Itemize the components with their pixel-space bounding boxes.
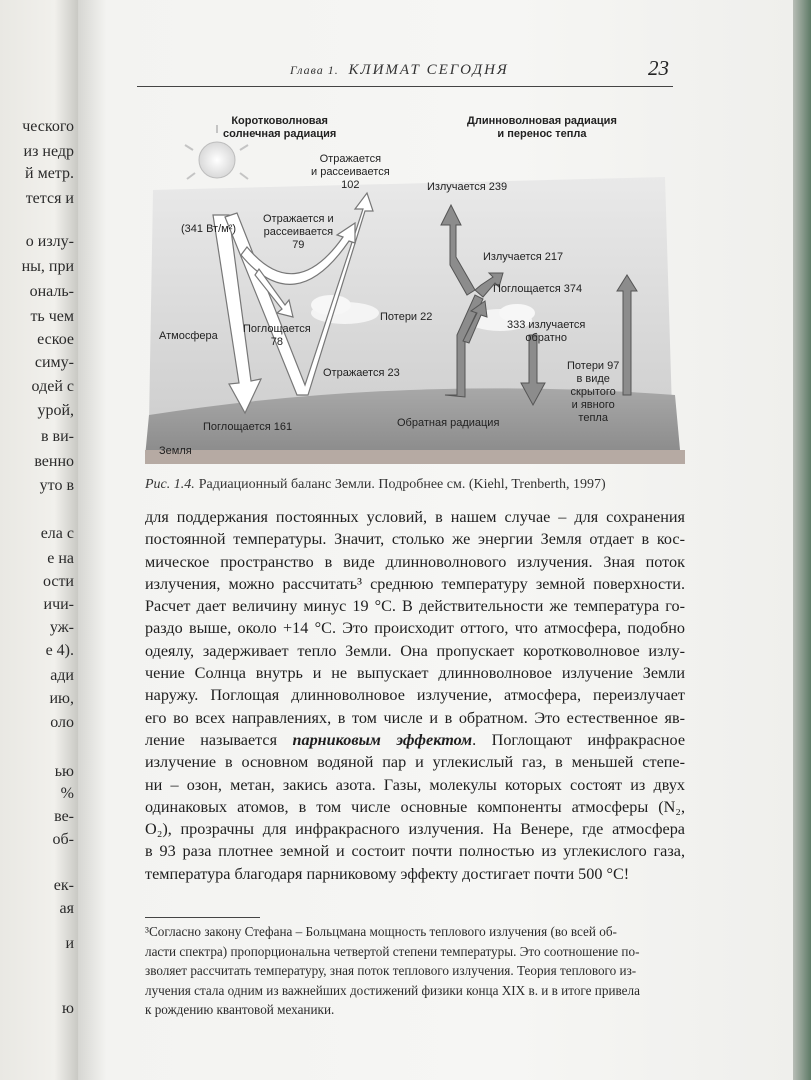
label-back-333: 333 излучается обратно <box>507 319 586 344</box>
body-line: его во всех направлениях, в том числе и в обратном. Это естественное яв- <box>145 708 685 727</box>
label-losses-22: Потери 22 <box>380 311 433 323</box>
left-page-line: й метр. <box>25 165 74 182</box>
label-reflected-79: Отражается и рассеивается 79 <box>263 213 334 251</box>
label-earth: Земля <box>159 445 192 457</box>
left-page-line: ади <box>50 667 74 684</box>
shortwave-heading: Коротковолновая солнечная радиация <box>223 115 337 140</box>
left-page-line: тется и <box>25 190 74 207</box>
body-line: излучения, можно рассчитать³ среднюю температуру земной поверхности. <box>145 574 685 593</box>
body-line: ни – озон, метан, закись азота. Газы, молекулы которых состоят из двух <box>145 775 685 794</box>
label-absorbed-78: Поглощается 78 <box>243 323 311 348</box>
left-page-line: ю <box>62 1000 74 1017</box>
left-page-line: ть чем <box>30 308 74 325</box>
radiation-balance-figure <box>145 105 685 470</box>
longwave-heading: Длинноволновая радиация и перенос тепла <box>467 115 617 140</box>
footnote-line: зволяет рассчитать температуру, зная поток теплового излучения. Теория теплового из- <box>145 963 637 978</box>
left-page-line: ью <box>54 763 74 780</box>
left-page-line: ая <box>59 900 74 917</box>
left-page-fragment <box>0 0 78 1080</box>
left-page-line: и <box>65 935 74 952</box>
label-incoming-341: (341 Вт/м²) <box>181 223 237 235</box>
page-number: 23 <box>648 56 669 80</box>
label-back-radiation: Обратная радиация <box>397 417 500 429</box>
body-line-with-term: ление называется парниковым эффектом. Поглощают инфракрасное <box>145 730 686 749</box>
label-losses-97: Потери 97 в виде скрытого и явного тепла <box>567 360 620 424</box>
body-line: чение Солнца внутрь и не выпускает длинноволновое излучение Земли <box>145 664 685 683</box>
chapter-title: КЛИМАТ СЕГОДНЯ <box>348 62 509 78</box>
body-line: для поддержания постоянных условий, в нашем случае – для сохранения <box>145 508 685 526</box>
left-page-line: венно <box>34 453 74 470</box>
left-page-line: урой, <box>37 402 74 419</box>
ground-strip <box>145 450 685 464</box>
body-line: температура благодаря парниковому эффекту достигает почти 500 °C! <box>145 864 630 883</box>
left-page-line: еское <box>37 331 74 348</box>
footnote-line: ласти спектра) пропорциональна четвертой степени температуры. Это соотношение по- <box>145 943 640 959</box>
body-line: Расчет дает величину минус 19 °C. В действительности же температура го- <box>145 597 685 616</box>
label-atmosphere: Атмосфера <box>159 330 218 342</box>
footnote-rule <box>145 917 260 918</box>
left-page-line: оло <box>50 714 74 731</box>
left-page-line: ичи- <box>43 596 74 613</box>
chapter-label: Глава 1. <box>290 63 339 77</box>
footnote-line: к рождению квантовой механики. <box>145 1002 335 1017</box>
page-edge <box>793 0 811 1080</box>
left-page-line: ела с <box>40 525 74 542</box>
body-line: раздо выше, около +14 °C. Это происходит оттого, что атмосфера, подобно <box>145 619 685 638</box>
left-page-line: ональ- <box>29 283 74 300</box>
sun-icon <box>199 142 235 178</box>
left-page-line: е на <box>47 550 74 567</box>
body-line: в 93 раза плотнее земной и состоит почти полностью из углекислого газа, <box>145 842 685 861</box>
figure-caption <box>145 477 606 493</box>
left-page-line: одей с <box>31 378 74 395</box>
left-page-line: ве- <box>54 808 74 825</box>
footnote-line: лучения стала одним из важнейших достижений физики конца XIX в. и в итоге привела <box>145 982 640 998</box>
left-page-line: ческого <box>22 118 74 135</box>
header-rule <box>137 86 673 87</box>
running-head <box>290 62 509 79</box>
body-line: мическое пространство в виде длинноволнового излучения. Зная поток <box>145 552 685 571</box>
caption-text: Радиационный баланс Земли. Подробнее см. (Kiehl, Trenberth, 1997) <box>198 477 606 492</box>
left-page-line: ию, <box>49 690 74 707</box>
label-reflected-102: Отражается и рассеивается 102 <box>311 153 390 191</box>
left-page-line: е 4). <box>45 642 74 659</box>
left-page-line: ости <box>42 573 74 590</box>
body-line: одинаковых атомов, в том числе основные компоненты атмосферы (N₂, <box>145 797 685 816</box>
left-page-line: в ви- <box>41 428 74 445</box>
label-reflected-23: Отражается 23 <box>323 367 400 379</box>
body-text <box>145 506 685 885</box>
label-absorbed-161: Поглощается 161 <box>203 421 293 433</box>
body-line: наружу. Поглощая длинноволновое излучение, атмосфера, переизлучает <box>145 686 685 705</box>
body-line: излучение в основном водяной пар и углекислый газ, в меньшей степе- <box>145 753 685 772</box>
footnote <box>145 922 685 1020</box>
left-page-line: % <box>60 785 74 802</box>
label-emitted-217: Излучается 217 <box>483 251 564 263</box>
left-page-line: симу- <box>34 354 74 371</box>
body-line: постоянной температуры. Значит, столько же энергии Земля отдает в кос- <box>145 530 685 549</box>
label-emitted-239: Излучается 239 <box>427 181 508 193</box>
body-line: O₂), прозрачны для инфракрасного излучения. На Венере, где атмосфера <box>145 820 685 839</box>
body-line: одеялу, задерживает тепло Земли. Она пропускает коротковолновое излу- <box>145 641 685 660</box>
left-page-line: ек- <box>53 877 74 894</box>
left-page-line: уж- <box>49 619 74 636</box>
footnote-line: ³Согласно закону Стефана – Больцмана мощность теплового излучения (во всей об- <box>145 924 617 939</box>
left-page-line: об- <box>52 831 74 848</box>
caption-prefix: Рис. 1.4. <box>145 477 195 492</box>
left-page-line: из недр <box>23 143 74 160</box>
left-page-line: уто в <box>39 477 74 494</box>
left-page-line: о излу- <box>25 233 74 250</box>
greenhouse-effect-term: парниковым эффектом <box>292 730 473 749</box>
label-absorbed-374: Поглощается 374 <box>493 283 583 295</box>
left-page-line: ны, при <box>21 258 74 275</box>
